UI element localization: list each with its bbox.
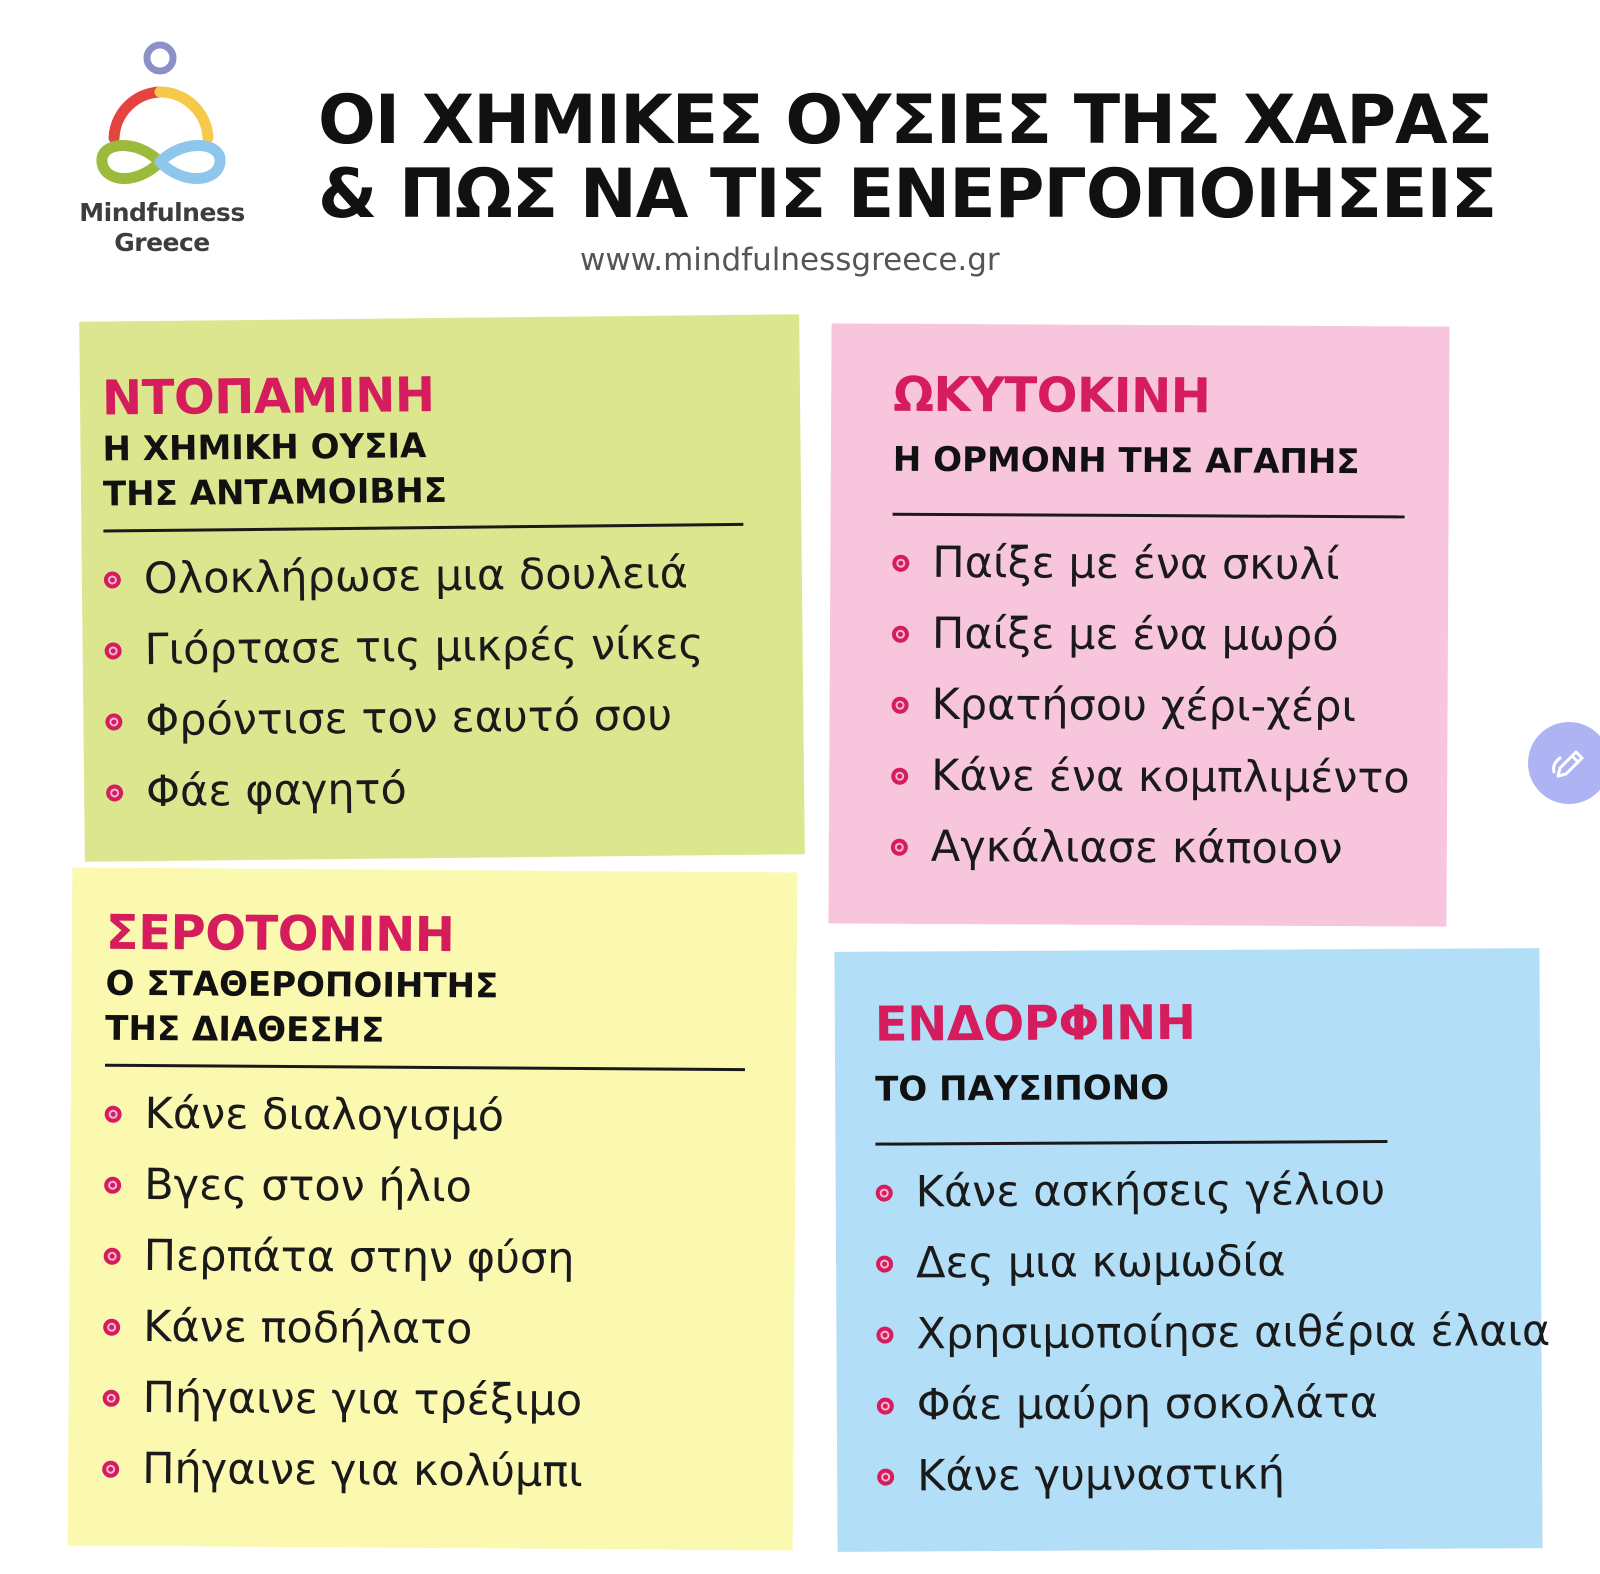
list-item [877, 1438, 1537, 1512]
tips-list [102, 1079, 755, 1510]
website-url[interactable]: www.mindfulnessgreece.gr [580, 242, 1000, 278]
list-item-text: Κρατήσου χέρι-χέρι [931, 679, 1357, 733]
list-item [891, 741, 1431, 815]
title-line2: & ΠΩΣ ΝΑ ΤΙΣ ΕΝΕΡΓΟΠΟΙΗΣΕΙΣ [318, 155, 1497, 234]
list-item-text: Δες μια κωμωδία [915, 1236, 1286, 1289]
card-subtitle-line1: Η ΟΡΜΟΝΗ ΤΗΣ ΑΓΑΠΗΣ [892, 439, 1360, 483]
card-subtitle-line2: ΤΗΣ ΔΙΑΘΕΣΗΣ [105, 1008, 385, 1051]
card-title: ΝΤΟΠΑΜΙΝΗ [101, 367, 435, 427]
bullet-icon [105, 713, 122, 730]
list-item-text: Φρόντισε τον εαυτό σου [145, 690, 673, 747]
bullet-icon [877, 1469, 894, 1486]
list-item-text: Χρησιμοποίησε αιθέρια έλαια [916, 1306, 1551, 1360]
list-item-text: Φάε φαγητό [145, 764, 408, 818]
logo-text-line1: Mindfulness [79, 198, 245, 227]
card-title: ΕΝΔΟΡΦΙΝΗ [874, 994, 1196, 1053]
logo-text-line2: Greece [114, 228, 210, 257]
list-item-text: Κάνε διαλογισμό [144, 1088, 505, 1142]
list-item-text: Κάνε ασκήσεις γέλιου [915, 1164, 1386, 1218]
bullet-icon [104, 571, 121, 588]
list-item [892, 528, 1432, 602]
card-serotonin [68, 867, 798, 1550]
list-item [105, 680, 756, 758]
card-subtitle-line1: Ο ΣΤΑΘΕΡΟΠΟΙΗΤΗΣ [105, 963, 499, 1007]
card-endorphin [834, 948, 1551, 1552]
list-item [104, 1079, 754, 1155]
list-item [102, 1363, 752, 1439]
list-item [892, 599, 1432, 673]
list-item-text: Ολοκλήρωσε μια δουλειά [143, 548, 689, 605]
mindfulness-figure-logo-icon [86, 40, 238, 198]
list-item [877, 1367, 1537, 1441]
bullet-icon [877, 1398, 894, 1415]
bullet-icon [102, 1461, 119, 1478]
list-item [103, 1292, 753, 1368]
bullet-icon [891, 768, 908, 785]
tips-list [891, 528, 1433, 886]
card-dopamine [79, 314, 805, 862]
list-item-text: Παίξε με ένα σκυλί [932, 537, 1340, 591]
card-subtitle-line2: ΤΗΣ ΑΝΤΑΜΟΙΒΗΣ [102, 470, 448, 515]
card-divider [103, 523, 743, 533]
title-line1: ΟΙ ΧΗΜΙΚΕΣ ΟΥΣΙΕΣ ΤΗΣ ΧΑΡΑΣ [318, 81, 1493, 160]
list-item-text: Κάνε ποδήλατο [142, 1301, 473, 1355]
bullet-icon [892, 555, 909, 572]
list-item [103, 1221, 753, 1297]
card-divider [875, 1140, 1387, 1146]
card-subtitle [105, 962, 756, 1057]
bullet-icon [104, 1177, 121, 1194]
list-item-text: Γιόρτασε τις μικρές νίκες [144, 619, 704, 676]
bullet-icon [105, 642, 122, 659]
bullet-icon [104, 1248, 121, 1265]
bullet-icon [892, 626, 909, 643]
list-item [104, 538, 755, 616]
brand-logo [74, 40, 250, 260]
card-oxytocin [828, 323, 1449, 926]
card-subtitle [893, 438, 1433, 486]
list-item-text: Περπάτα στην φύση [143, 1230, 575, 1284]
list-item [876, 1296, 1551, 1370]
card-title: ΩΚΥΤΟΚΙΝΗ [893, 366, 1211, 425]
list-item-text: Πήγαινε για τρέξιμο [142, 1372, 583, 1427]
bullet-icon [103, 1390, 120, 1407]
card-subtitle-line1: ΤΟ ΠΑΥΣΙΠΟΝΟ [875, 1068, 1170, 1110]
tips-list [876, 1154, 1551, 1512]
list-item [106, 751, 757, 829]
bullet-icon [876, 1185, 893, 1202]
bullet-icon [892, 697, 909, 714]
list-item [876, 1154, 1536, 1228]
list-item [102, 1434, 752, 1510]
list-item-text: Παίξε με ένα μωρό [931, 608, 1339, 662]
card-divider [893, 513, 1405, 519]
card-divider [105, 1064, 745, 1071]
card-title: ΣΕΡΟΤΟΝΙΝΗ [105, 904, 455, 964]
list-item [104, 609, 755, 687]
bullet-icon [876, 1327, 893, 1344]
list-item [876, 1225, 1536, 1299]
list-item [891, 670, 1431, 744]
list-item-text: Πήγαινε για κολύμπι [142, 1443, 583, 1498]
page-title [318, 81, 1518, 234]
bullet-icon [876, 1256, 893, 1273]
bullet-icon [105, 1106, 122, 1123]
list-item-text: Κάνε ένα κομπλιμέντο [931, 750, 1410, 804]
bullet-icon [103, 1319, 120, 1336]
logo-text [74, 198, 250, 258]
list-item [891, 812, 1431, 886]
card-subtitle [102, 421, 753, 518]
list-item-text: Φάε μαύρη σοκολάτα [916, 1378, 1379, 1431]
tips-list [104, 538, 757, 829]
card-subtitle-line1: Η ΧΗΜΙΚΗ ΟΥΣΙΑ [102, 426, 427, 470]
list-item-text: Βγες στον ήλιο [143, 1159, 473, 1213]
card-subtitle [875, 1064, 1535, 1112]
bullet-icon [106, 784, 123, 801]
edit-pencil-icon [1550, 744, 1590, 784]
bullet-icon [891, 839, 908, 856]
list-item-text: Κάνε γυμναστική [917, 1449, 1286, 1502]
floating-edit-button[interactable] [1528, 722, 1600, 804]
list-item [104, 1150, 754, 1226]
list-item-text: Αγκάλιασε κάποιον [930, 821, 1343, 875]
